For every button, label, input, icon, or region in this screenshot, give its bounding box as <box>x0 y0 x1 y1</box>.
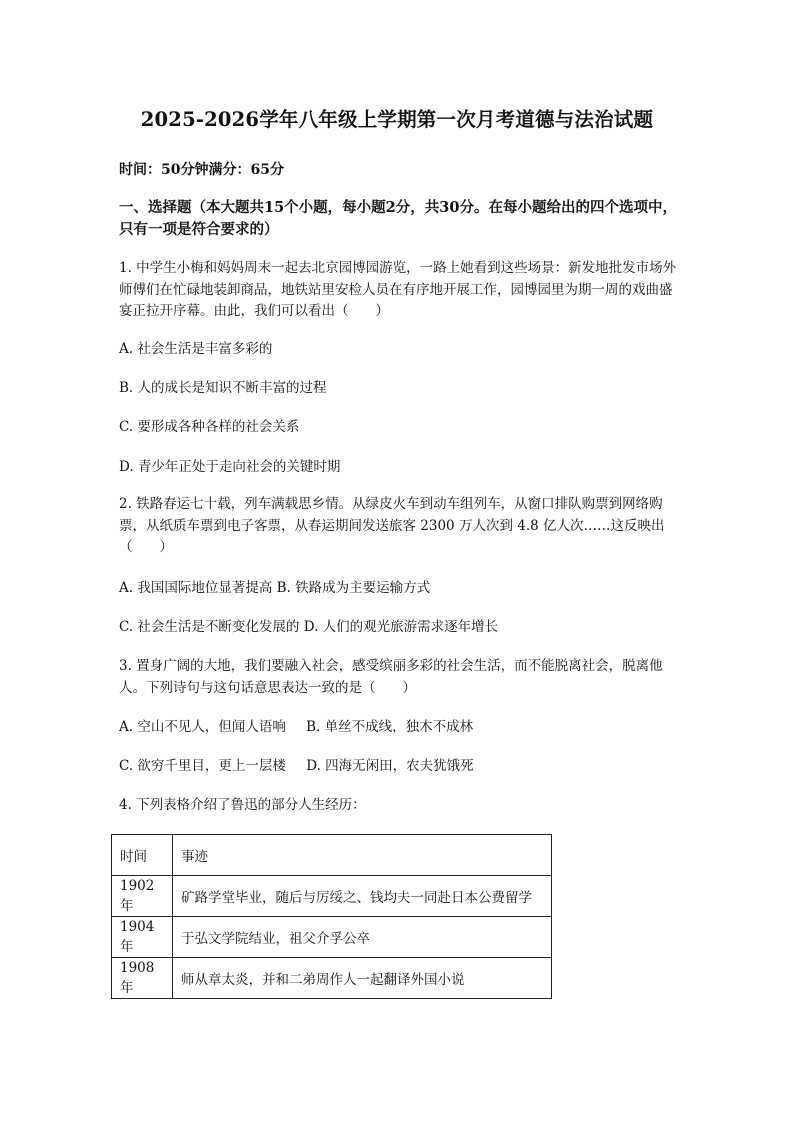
table-cell-year: 1904年 <box>112 917 173 958</box>
table-cell-event: 师从章太炎，并和二弟周作人一起翻译外国小说 <box>173 958 552 999</box>
question-3-option-a: A. 空山不见人，但闻人语响 <box>119 719 286 735</box>
table-cell-year: 1902年 <box>112 876 173 917</box>
exam-time-score: 时间：50分钟满分：65分 <box>119 162 284 178</box>
question-2-option-b: B. 铁路成为主要运输方式 <box>276 580 431 596</box>
question-2-option-a: A. 我国国际地位显著提高 <box>119 580 273 596</box>
table-header-time: 时间 <box>112 835 173 876</box>
luxun-experience-table <box>111 834 552 999</box>
question-4-stem: 4. 下列表格介绍了鲁迅的部分人生经历： <box>119 797 366 813</box>
question-1-option-b: B. 人的成长是知识不断丰富的过程 <box>119 380 327 396</box>
table-row <box>112 917 552 958</box>
table-cell-year: 1908年 <box>112 958 173 999</box>
question-3-stem: 3. 置身广阔的大地，我们要融入社会，感受缤丽多彩的社会生活，而不能脱离社会，脱离他人。下列诗句与这句话意思表达一致的是（ ） <box>119 658 663 696</box>
question-2-option-c: C. 社会生活是不断变化发展的 <box>119 619 300 635</box>
question-3-option-c: C. 欲穷千里目，更上一层楼 <box>119 758 286 774</box>
question-2-stem: 2. 铁路春运七十载，列车满载思乡情。从绿皮火车到动车组列车，从窗口排队购票到网络购票，从纸质车票到电子客票，从春运期间发送旅客 2300 万人次到 4.8 亿人次……这反映出（ ） <box>119 496 665 555</box>
table-header-event: 事迹 <box>173 835 552 876</box>
question-1-option-c: C. 要形成各种各样的社会关系 <box>119 419 300 435</box>
question-2-options-row-1 <box>119 578 430 598</box>
table-row <box>112 958 552 999</box>
question-2-options-row-2 <box>119 617 498 637</box>
table-cell-event: 矿路学堂毕业，随后与厉绥之、钱均夫一同赴日本公费留学 <box>173 876 552 917</box>
question-1-stem: 1. 中学生小梅和妈妈周末一起去北京园博园游览，一路上她看到这些场景：新发地批发市场外师傅们在忙碌地装卸商品，地铁站里安检人员在有序地开展工作，园博园里为期一周的戏曲盛宴正拉开序幕。由此，我们可以看出（ ） <box>119 260 677 319</box>
question-2-option-d: D. 人们的观光旅游需求逐年增长 <box>303 619 499 635</box>
question-3-option-d: D. 四海无闲田，农夫犹饿死 <box>306 758 474 774</box>
table-row <box>112 876 552 917</box>
table-header-row <box>112 835 552 876</box>
question-1-option-a: A. 社会生活是丰富多彩的 <box>119 341 273 357</box>
table-cell-event: 于弘文学院结业，祖父介孚公卒 <box>173 917 552 958</box>
section-heading: 一、选择题（本大题共15个小题，每小题2分，共30分。在每小题给出的四个选项中，只有一项是符合要求的） <box>119 199 677 238</box>
question-1-option-d: D. 青少年正处于走向社会的关键时期 <box>119 459 341 475</box>
exam-title: 2025-2026学年八年级上学期第一次月考道德与法治试题 <box>140 108 654 131</box>
question-3-options-row-2 <box>119 756 474 776</box>
question-3-options-row-1 <box>119 717 473 737</box>
question-3-option-b: B. 单丝不成线，独木不成林 <box>306 719 474 735</box>
